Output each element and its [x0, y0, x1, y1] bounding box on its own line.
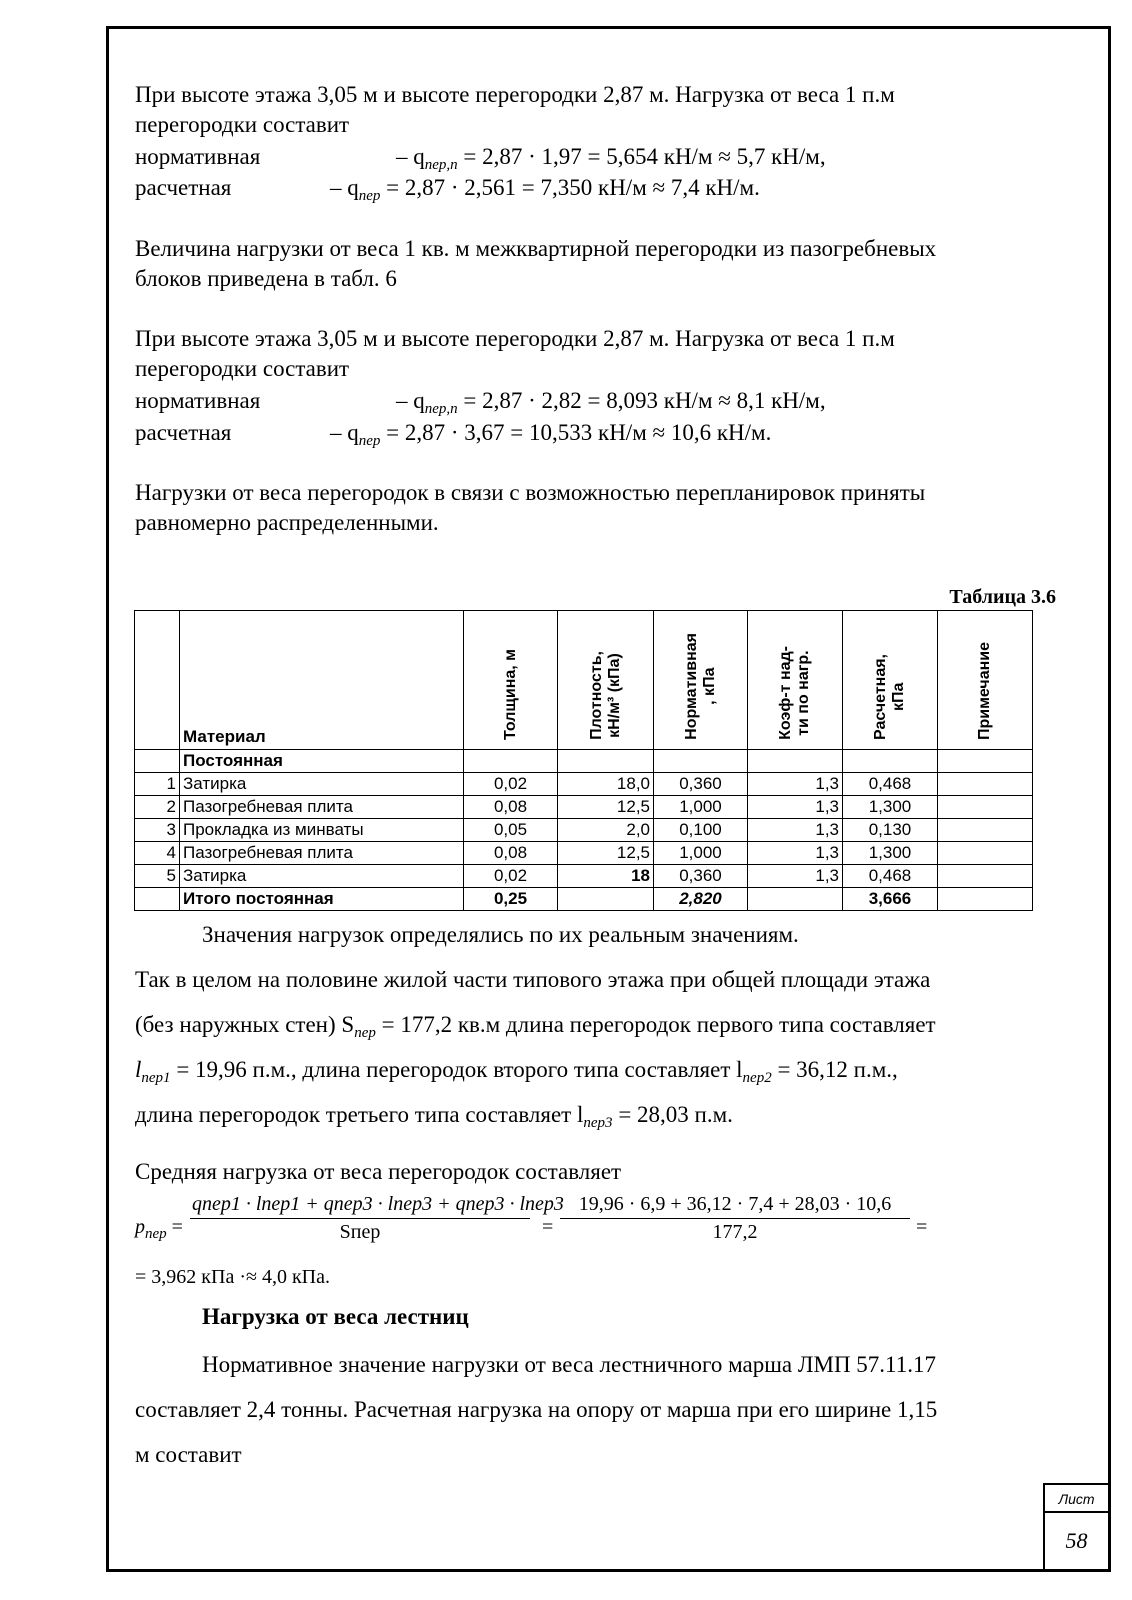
sheet-label: Лист [1045, 1485, 1108, 1513]
para1-design-formula: – $q_{пер} = 2,87 \cdot 2,561 = 7,350$ кН/м ≈ 7,4 кН/м. [330, 175, 760, 204]
table-cell [748, 750, 843, 773]
table-cell [938, 888, 1033, 911]
table-cell: 5 [135, 865, 180, 888]
table-cell: Прокладка из минваты [180, 819, 464, 842]
para2-line2: блоков приведена в табл. 6 [135, 266, 397, 291]
header-material: Материал [183, 727, 266, 746]
formula-fraction-numeric: $\frac{19,96 \cdot 6,9 + 36,12 \cdot 7,4 + 28,03 \cdot 10,6}{177,2}$ [560, 1193, 910, 1244]
para7: Средняя нагрузка от веса перегородок составляет [135, 1159, 622, 1184]
para5: Значения нагрузок определялись по их реальным значениям. [202, 922, 799, 947]
table-row [135, 796, 1033, 819]
table-cell [135, 750, 180, 773]
header-design: Расчетная, кПа [872, 654, 907, 740]
table-cell: Пазогребневая плита [180, 842, 464, 865]
para8-line1: Нормативное значение нагрузки от веса лестничного марша ЛМП 57.11.17 [202, 1352, 936, 1377]
para8-line2: составляет 2,4 тонны. Расчетная нагрузка на опору от марша при его ширине 1,15 [135, 1397, 938, 1422]
table-cell: 0,08 [464, 796, 558, 819]
table-cell [464, 750, 558, 773]
table-cell [464, 611, 558, 750]
para1-normative-formula: – $q_{пер,n} = 2,87 \cdot 1,97 = 5,654$ кН/м ≈ 5,7 кН/м, [396, 144, 826, 173]
group-label: Постоянная [180, 750, 464, 773]
para4-line1: Нагрузки от веса перегородок в связи с возможностью перепланировок приняты [135, 480, 926, 505]
table-cell: 0,468 [843, 865, 938, 888]
table-cell: 1,3 [748, 842, 843, 865]
table-cell: 18 [558, 865, 654, 888]
table-cell [654, 611, 748, 750]
table-cell: 0,02 [464, 865, 558, 888]
formula-eq-2: = [542, 1216, 554, 1238]
table-cell: 1,000 [654, 842, 748, 865]
para3-normative-label: нормативная [135, 388, 261, 413]
header-normative: Нормативная , кПа [682, 633, 718, 740]
table-cell: 1,3 [748, 773, 843, 796]
table-cell: 0,130 [843, 819, 938, 842]
para6-line4: длина перегородок третьего типа составляет $l_{пер3} = 28,03$ п.м. [135, 1102, 733, 1131]
table-cell: 18,0 [558, 773, 654, 796]
para6-line3: $l_{пер1} = 19,96$ п.м., длина перегородок второго типа составляет $l_{пер2} = 36,12$ п.м., [135, 1057, 898, 1086]
table-cell [135, 611, 180, 750]
formula-fraction-symbolic: qпер1 · lпер1 + qпер3 · lпер3 + qпер3 · lпер3 Sпер [192, 1193, 564, 1243]
header-coefficient: Коэф-т над- ти по нагр. [777, 646, 812, 740]
table-cell: 0,02 [464, 773, 558, 796]
table-cell: 1,300 [843, 796, 938, 819]
para1-design-label: расчетная [135, 175, 232, 200]
para6-line2: (без наружных стен) $S_{пер} = 177,2$ кв.м длина перегородок первого типа составляет [135, 1012, 936, 1041]
table-cell: 3 [135, 819, 180, 842]
para2-line1: Величина нагрузки от веса 1 кв. м межквартирной перегородки из пазогребневых [135, 236, 937, 261]
table-cell: 1,3 [748, 819, 843, 842]
table-cell [843, 611, 938, 750]
header-density: Плотность, кН/м³ (кПа) [587, 651, 623, 740]
table-row [135, 865, 1033, 888]
table-cell: 1,300 [843, 842, 938, 865]
table-cell: 0,25 [464, 888, 558, 911]
table-cell: 2,820 [654, 888, 748, 911]
sheet-stamp [1043, 1483, 1108, 1570]
para1-line2: перегородки составит [135, 112, 350, 137]
table-cell [558, 888, 654, 911]
loads-table [134, 610, 1033, 911]
formula-eq-3: = [916, 1216, 928, 1238]
table-cell: 12,5 [558, 796, 654, 819]
para3-normative-formula: – $q_{пер,n} = 2,87 \cdot 2,82 = 8,093$ кН/м ≈ 8,1 кН/м, [396, 388, 826, 417]
para1-normative-label: нормативная [135, 144, 261, 169]
table-cell [843, 750, 938, 773]
page-number: 58 [1065, 1528, 1088, 1553]
table-cell [938, 842, 1033, 865]
table-cell [180, 611, 464, 750]
table-row [135, 842, 1033, 865]
para4-line2: равномерно распределенными. [135, 510, 439, 535]
table-cell: 1,000 [654, 796, 748, 819]
table-cell: Итого постоянная [180, 888, 464, 911]
table-cell [654, 750, 748, 773]
table-total-row [135, 888, 1033, 911]
formula-result: = 3,962 кПа ·≈ 4,0 кПа. [135, 1266, 330, 1288]
table-cell [938, 750, 1033, 773]
table-cell: Затирка [180, 773, 464, 796]
para3-design-formula: – $q_{пер} = 2,87 \cdot 3,67 = 10,533$ кН/м ≈ 10,6 кН/м. [330, 420, 772, 449]
table-row [135, 773, 1033, 796]
formula-lhs: $p_{пер}$ = [135, 1216, 183, 1242]
table-cell [748, 888, 843, 911]
table-cell: 0,100 [654, 819, 748, 842]
table-group-row [135, 750, 1033, 773]
table-cell: 3,666 [843, 888, 938, 911]
table-cell: Пазогребневая плита [180, 796, 464, 819]
table-cell: 0,360 [654, 865, 748, 888]
table-cell: Затирка [180, 865, 464, 888]
table-cell: 0,360 [654, 773, 748, 796]
table-cell [938, 773, 1033, 796]
header-note: Примечание [976, 641, 993, 740]
table-cell: 0,468 [843, 773, 938, 796]
header-thickness: Толщина, м [501, 649, 519, 740]
table-cell: 2,0 [558, 819, 654, 842]
table-cell: 12,5 [558, 842, 654, 865]
para3-line2: перегородки составит [135, 356, 350, 381]
section-heading: Нагрузка от веса лестниц [202, 1304, 469, 1329]
table-cell: 1,3 [748, 796, 843, 819]
table-cell [748, 611, 843, 750]
table-cell: 1 [135, 773, 180, 796]
table-cell: 0,08 [464, 842, 558, 865]
table-cell: 4 [135, 842, 180, 865]
table-cell: 2 [135, 796, 180, 819]
table-cell [938, 611, 1033, 750]
table-cell [558, 750, 654, 773]
para1-line1: При высоте этажа 3,05 м и высоте перегородки 2,87 м. Нагрузка от веса 1 п.м [135, 82, 895, 107]
table-cell [135, 888, 180, 911]
table-row [135, 819, 1033, 842]
table-caption: Таблица 3.6 [949, 586, 1056, 608]
table-cell [558, 611, 654, 750]
table-cell: 0,05 [464, 819, 558, 842]
table-cell [938, 796, 1033, 819]
table-cell [938, 819, 1033, 842]
table-header-row [135, 611, 1033, 750]
para6-line1: Так в целом на половине жилой части типового этажа при общей площади этажа [135, 967, 931, 992]
para3-design-label: расчетная [135, 420, 232, 445]
para3-line1: При высоте этажа 3,05 м и высоте перегородки 2,87 м. Нагрузка от веса 1 п.м [135, 326, 895, 351]
para8-line3: м составит [135, 1442, 242, 1467]
table-cell: 1,3 [748, 865, 843, 888]
table-cell [938, 865, 1033, 888]
